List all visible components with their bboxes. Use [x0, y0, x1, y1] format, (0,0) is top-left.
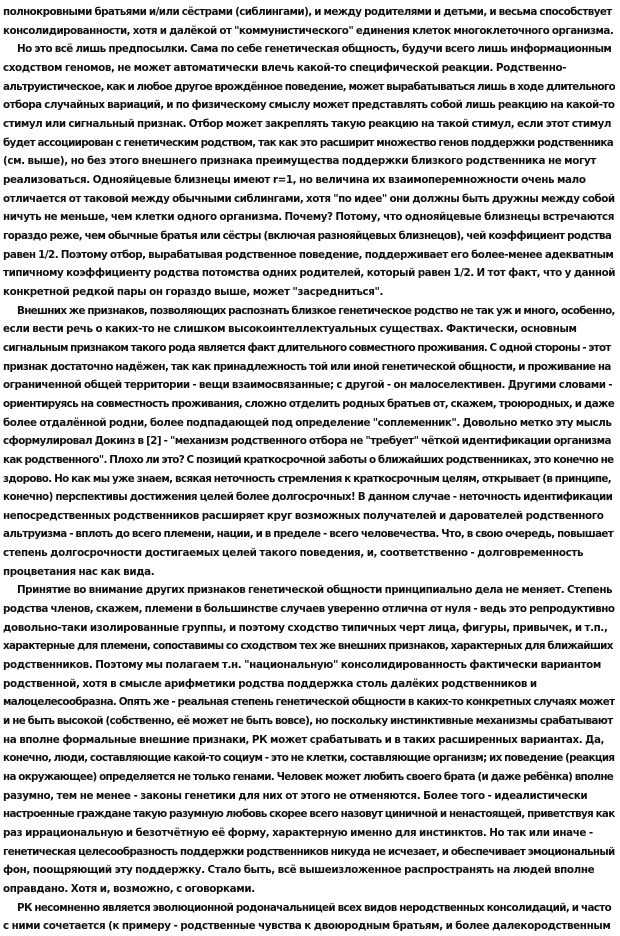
text-line: родственников. Поэтому мы полагаем т.н. "национальную" консолидированность фактически вариантом — [3, 659, 601, 672]
text-line: сформулировал Докинз в [2] - "механизм родственного отбора не "требует" чёткой идентификации организма — [3, 435, 611, 448]
text-line: родственной, хотя в смысле арифметики родства поддержка столь далёких родственников и — [3, 677, 537, 690]
text-line: сигнальным признаком такого рода является факт длительного совместного проживания. С одной стороны - этот — [3, 341, 611, 354]
text-line: признак достаточно надёжен, так как принадлежность той или иной генетической общности, и проживание на — [3, 360, 611, 373]
text-line: с ними сочетается (к примеру - родственные чувства к двоюродным братьям, и более далекородственным — [3, 920, 611, 933]
text-line: характерные для племени, сопоставимы со сходством тех же внешних признаков, характерных для ближайших — [3, 640, 613, 653]
document-page — [3, 0, 615, 936]
text-line: настроенные граждане такую разумную любовь скорее всего назовут циничной и ненастоящей, приветствуя как — [3, 808, 615, 821]
text-line: родства членов, скажем, племени в большинстве случаев уверенно отлична от нуля - ведь это репродуктивно — [3, 603, 615, 616]
text-line: альтруистическое, как и любое другое врождённое поведение, может вырабатываться лишь в ходе длительного — [3, 80, 615, 93]
paragraph-first-line: Но это всё лишь предпосылки. Сама по себе генетическая общность, будучи всего лишь информационным — [17, 43, 612, 56]
text-line: реализоваться. Однояйцевые близнецы имеют r=1, но величина их взаимоперемножности очень мало — [3, 173, 586, 186]
text-line: здорово. Но как мы уже знаем, всякая неточность стремления к краткосрочным целям, открывает (в принципе, — [3, 472, 612, 485]
text-line: полнокровными братьями и/или сёстрами (сиблингами), и между родителями и детьми, и весьма способствует — [3, 6, 612, 18]
text-line: на окружающее) определяется не только генами. Человек может любить своего брата (и даже ребёнка) вполне — [3, 771, 614, 784]
text-line: (см. выше), но без этого внешнего признака преимущества поддержки близкого родственника не могут — [3, 155, 596, 168]
text-line: отбора случайных вариаций, и по физическому смыслу может представлять собой лишь реакцию на какой-то — [3, 99, 615, 112]
text-line: если вести речь о каких-то не слишком высокоинтеллектуальных существах. Фактически, основным — [3, 323, 577, 336]
text-line: на вполне формальные внешние признаки, РК может срабатывать и в таких расширенных вариантах. Да, — [3, 733, 605, 746]
text-line: ориентируясь на совместность проживания, сложно отделить родных братьев от, скажем, троюродных, и даже — [3, 397, 615, 410]
text-line: фон, поощряющий эту поддержку. Стало быть, всё вышеизложенное распространять на людей вполне — [3, 864, 595, 877]
text-line: конечно, люди, составляющие какой-то социум - это не клетки, составляющие организм; их поведение (реакция — [3, 752, 615, 765]
text-line: будет ассоциирован с генетическим родством, так как это расширит множество генов поддержки родственника — [3, 136, 614, 149]
text-line: типичному коэффициенту родства потомства одних родителей, который равен 1/2. И тот факт, что у данной — [3, 267, 615, 280]
text-line: разумно, тем не менее - законы генетики для них от этого не отменяются. Более того - идеалистически — [3, 789, 588, 802]
text-line: процветания нас как вида. — [3, 565, 155, 578]
text-line: непосредственных родственников расширяет круг возможных получателей и дарователей родственного — [3, 509, 604, 522]
text-line: ничуть не меньше, чем клетки одного организма. Почему? Потому, что однояйцевые близнецы встречаются — [3, 211, 614, 224]
text-line: конкретной редкой пары он гораздо выше, может "засредниться". — [3, 285, 384, 298]
text-line: ограниченной общей территории - вещи взаимосвязанные; с другой - он малоселективен. Другими словами - — [3, 379, 613, 392]
text-line: степень долгосрочности достигаемых целей такого поведения, и, соответственно - долговременность — [3, 547, 584, 560]
text-line: конечно) перспективы достижения целей более долгосрочных! В данном случае - неточность идентификации — [3, 491, 613, 504]
text-line: отличается от таковой между обычными сиблингами, хотя "по идее" они должны быть дружны между собой — [3, 192, 615, 205]
text-line: стимул или сигнальный признак. Отбор может закреплять такую реакцию на такой стимул, если этот стимул — [3, 117, 612, 130]
text-line: оправдано. Хотя и, возможно, с оговорками. — [3, 883, 255, 896]
text-line: сходством геномов, не может автоматически влечь какой-то специфической реакции. Родственно- — [3, 61, 567, 74]
text-line: раз иррациональную и безотчётную её форму, характерную именно для инстинктов. Но так или иначе - — [3, 827, 593, 840]
text-line: более отдалённой родни, более подпадающей под определение "соплеменник". Довольно метко эту мысль — [3, 416, 612, 429]
text-line: довольно-таки изолированные группы, и поэтому сходство типичных черт лица, фигуры, привычек, и т.п., — [3, 621, 608, 634]
text-line: консолидированности, хотя и далёкой от "коммунистического" единения клеток многоклеточного организма. — [3, 24, 614, 37]
text-line: равен 1/2. Поэтому отбор, вырабатывая родственное поведение, поддерживает его более-менее адекватным — [3, 248, 614, 261]
text-line: малоцелесообразна. Опять же - реальная степень генетической общности в каких-то конкретных случаях может — [3, 696, 615, 709]
text-line: альтруизма - вплоть до всего племени, нации, и в пределе - всего человечества. Что, в свою очередь, повышает — [3, 528, 614, 541]
text-line: и не быть высокой (собственно, её может не быть вовсе), но поскольку инстинктивные механизмы срабатывают — [3, 715, 613, 728]
text-line: гораздо реже, чем обычные братья или сёстры (включая разнояйцевых близнецов), чей коэффициент родства — [3, 229, 612, 242]
text-line: как родственного". Плохо ли это? С позиций краткосрочной заботы о ближайших родственниках, это конечно не — [3, 453, 614, 466]
paragraph-first-line: Принятие во внимание других признаков генетической общности принципиально дела не меняет. Степень — [17, 584, 613, 597]
text-line: генетическая целесообразность поддержки родственников никуда не исчезает, и обеспечивает эмоциональный — [3, 845, 615, 858]
paragraph-first-line: Внешних же признаков, позволяющих распознать близкое генетическое родство не так уж и много, особенно, — [17, 304, 615, 317]
paragraph-first-line: РК несомненно является эволюционной родоначальницей всех видов неродственных консолидаций, и часто — [17, 901, 612, 914]
